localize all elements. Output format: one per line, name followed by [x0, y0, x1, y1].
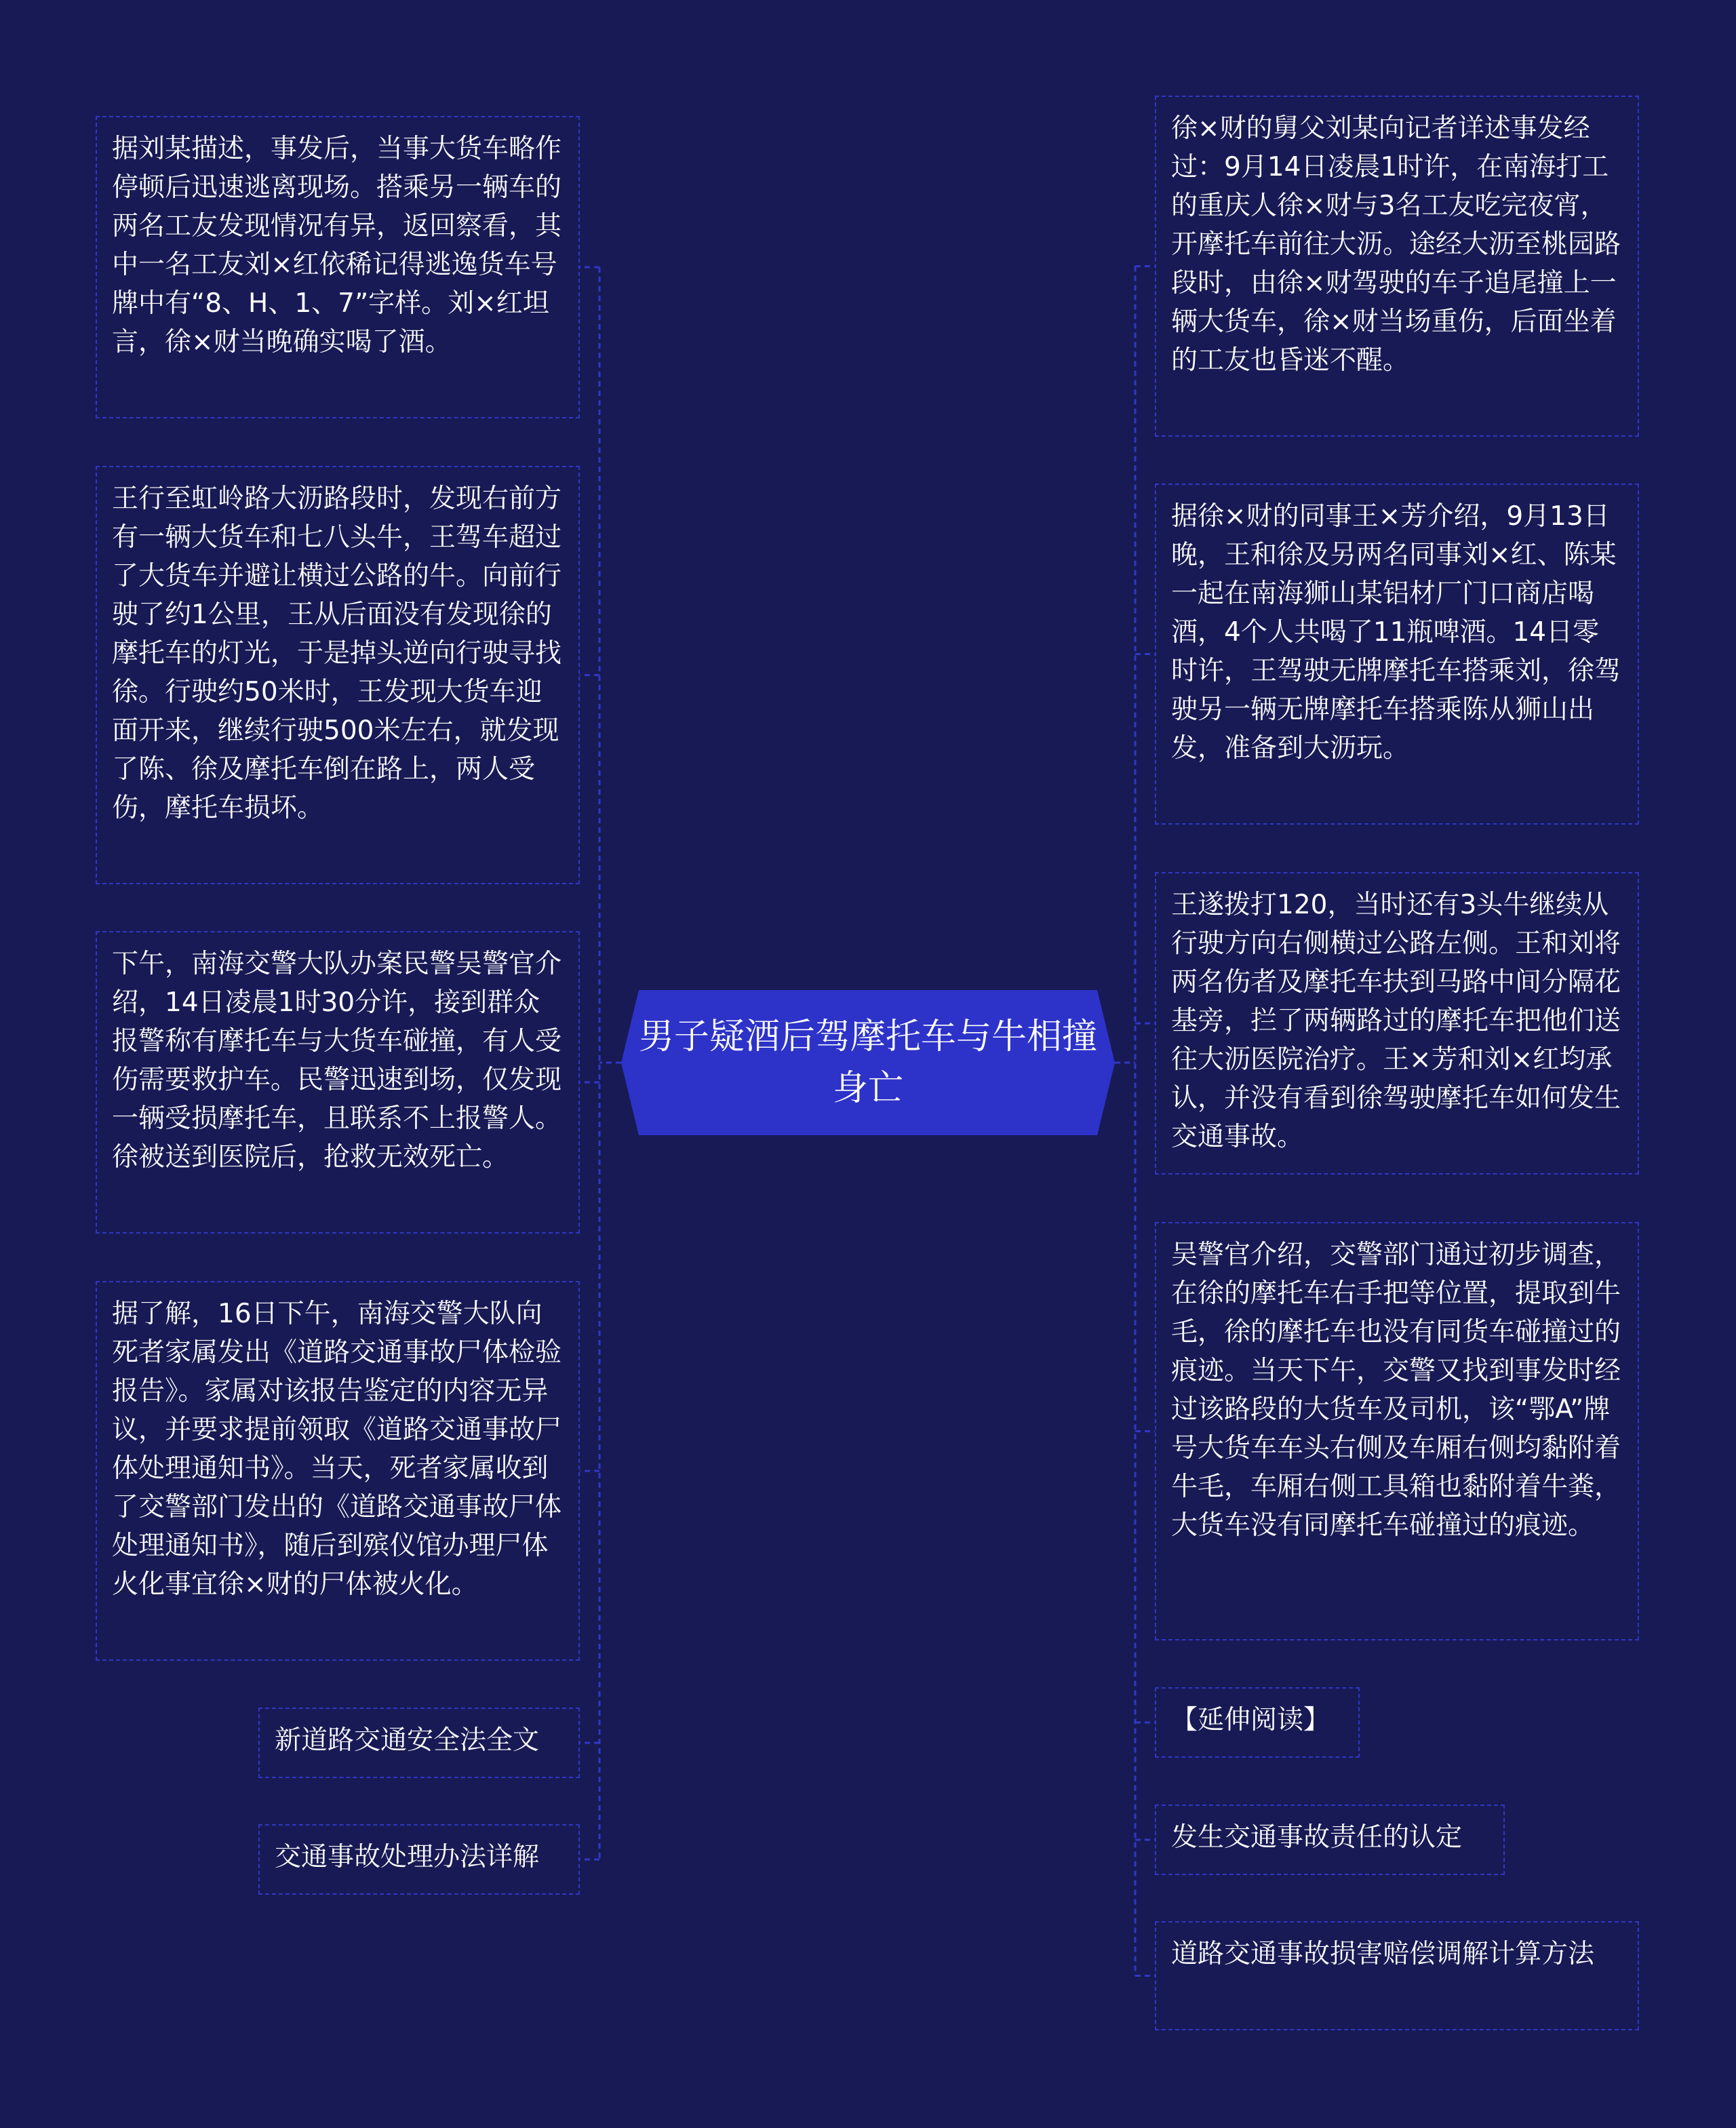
right-node-colleague-account[interactable] — [1155, 484, 1639, 825]
right-node-text: 【延伸阅读】 — [1171, 1705, 1330, 1735]
right-node-text: 发生交通事故责任的认定 — [1171, 1822, 1463, 1853]
right-node-text: 徐×财的舅父刘某向记者详述事发经过：9月14日凌晨1时许，在南海打工的重庆人徐×财与3名工友吃完夜宵，开摩托车前往大沥。途经大沥至桃园路段时，由徐×财驾驶的车子追尾撞上一辆大货车，徐×财当场重伤，后面坐着的工友也昏迷不醒。 — [1171, 113, 1621, 376]
right-node-uncle-account[interactable] — [1155, 96, 1639, 437]
central-topic-node[interactable] — [621, 990, 1115, 1135]
left-node-text: 下午，南海交警大队办案民警吴警官介绍，14日凌晨1时30分许，接到群众报警称有摩托车与大货车碰撞，有人受伤需要救护车。民警迅速到场，仅发现一辆受损摩托车，且联系不上报警人。徐被送到医院后，抢救无效死亡。 — [112, 949, 562, 1173]
right-node-investigation[interactable] — [1155, 1222, 1639, 1640]
left-node-link-traffic-law[interactable] — [258, 1708, 580, 1778]
left-node-text: 据了解，16日下午，南海交警大队向死者家属发出《道路交通事故尸体检验报告》。家属对该报告鉴定的内容无异议，并要求提前领取《道路交通事故尸体处理通知书》。当天，死者家属收到了交警部门发出的《道路交通事故尸体处理通知书》，随后到殡仪馆办理尸体火化事宜徐×财的尸体被火化。 — [112, 1299, 562, 1600]
left-node-text: 王行至虹岭路大沥路段时，发现右前方有一辆大货车和七八头牛，王驾车超过了大货车并避让横过公路的牛。向前行驶了约1公里，王从后面没有发现徐的摩托车的灯光，于是掉头逆向行驶寻找徐。行驶约50米时，王发现大货车迎面开来，继续行驶500米左右，就发现了陈、徐及摩托车倒在路上，两人受伤，摩托车损坏。 — [112, 484, 562, 823]
right-node-extended-reading[interactable] — [1155, 1687, 1360, 1758]
left-node-wang-route[interactable] — [96, 466, 580, 884]
right-node-text: 吴警官介绍，交警部门通过初步调查，在徐的摩托车右手把等位置，提取到牛毛，徐的摩托车也没有同货车碰撞过的痕迹。当天下午，交警又找到事发时经过该路段的大货车及司机，该“鄂A”牌号大货车车头右侧及车厢右侧均黏附着牛毛，车厢右侧工具箱也黏附着牛粪，大货车没有同摩托车碰撞过的痕迹。 — [1171, 1240, 1621, 1541]
left-node-text: 新道路交通安全法全文 — [275, 1725, 540, 1756]
right-node-emergency-call[interactable] — [1155, 872, 1639, 1175]
left-node-police-report[interactable] — [96, 931, 580, 1234]
left-node-link-accident-handling[interactable] — [258, 1824, 580, 1895]
right-node-text: 据徐×财的同事王×芳介绍，9月13日晚，王和徐及另两名同事刘×红、陈某一起在南海狮山某铝材厂门口商店喝酒，4个人共喝了11瓶啤酒。14日零时许，王驾驶无牌摩托车搭乘刘，徐驾驶另一辆无牌摩托车搭乘陈从狮山出发，准备到大沥玩。 — [1171, 501, 1621, 764]
right-node-link-liability[interactable] — [1155, 1805, 1505, 1875]
right-node-text: 王遂拨打120，当时还有3头牛继续从行驶方向右侧横过公路左侧。王和刘将两名伤者及摩托车扶到马路中间分隔花基旁，拦了两辆路过的摩托车把他们送往大沥医院治疗。王×芳和刘×红均承认，并没有看到徐驾驶摩托车如何发生交通事故。 — [1171, 890, 1621, 1152]
left-node-liu-description[interactable] — [96, 116, 580, 418]
right-node-text: 道路交通事故损害赔偿调解计算方法 — [1171, 1939, 1595, 1969]
central-topic-title: 男子疑酒后驾摩托车与牛相撞身亡 — [638, 1017, 1097, 1109]
right-node-link-compensation[interactable] — [1155, 1921, 1639, 2030]
left-node-autopsy-notice[interactable] — [96, 1281, 580, 1661]
left-node-text: 据刘某描述，事发后，当事大货车略作停顿后迅速逃离现场。搭乘另一辆车的两名工友发现情况有异，返回察看，其中一名工友刘×红依稀记得逃逸货车号牌中有“8、H、1、7”字样。刘×红坦言，徐×财当晚确实喝了酒。 — [112, 134, 562, 357]
left-node-text: 交通事故处理办法详解 — [275, 1842, 540, 1872]
